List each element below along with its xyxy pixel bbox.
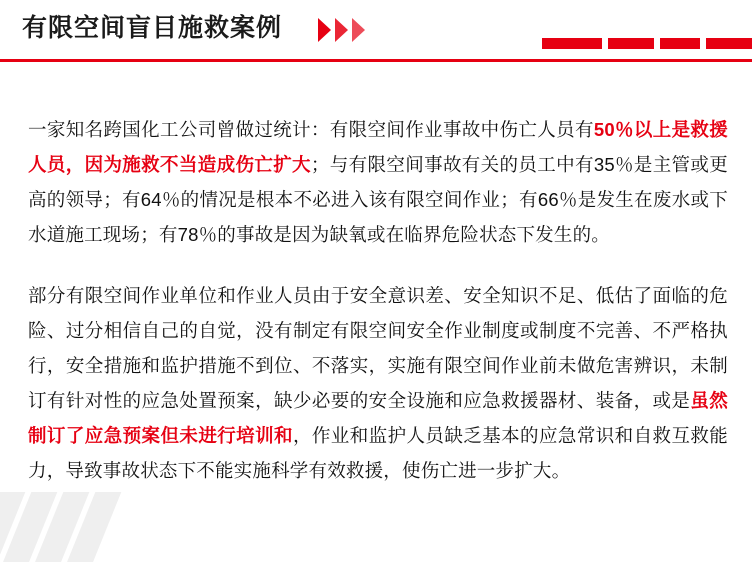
text-segment: ，作业和监护人员缺乏基本的应急常识和自救互救能力，导致事故状态下不能实施科学有效救援，使伤亡进一步扩大。	[28, 425, 728, 481]
text-segment: ；与有限空间事故有关的员工中有35％是主管或更高的领导；有64％的情况是根本不必进入该有限空间作业；有66％是发生在废水或下水道施工现场；有78％的事故是因为缺氧或在临界危险状态下发生的。	[28, 154, 728, 245]
paragraph-causes	[28, 278, 728, 488]
text-segment: 一家知名跨国化工公司曾做过统计：有限空间作业事故中伤亡人员有	[28, 119, 594, 140]
footer-chevron-decoration	[0, 492, 190, 562]
text-segment-highlight: 虽然制订了应急预案但未进行培训和	[28, 390, 728, 446]
header-divider	[0, 59, 752, 62]
slide-header	[0, 0, 752, 62]
text-segment-highlight: 50％以上是救援人员，因为施救不当造成伤亡扩大	[28, 119, 728, 175]
header-block-decoration	[542, 38, 752, 50]
paragraph-statistics	[28, 112, 728, 252]
text-segment: 部分有限空间作业单位和作业人员由于安全意识差、安全知识不足、低估了面临的危险、过分相信自己的自觉，没有制定有限空间安全作业制度或制度不完善、不严格执行，安全措施和监护措施不到位、不落实，实施有限空间作业前未做危害辨识，未制订有针对性的应急处置预案，缺少必要的安全设施和应急救援器材、装备，或是	[28, 285, 728, 411]
slide-body	[28, 112, 728, 488]
page-title: 有限空间盲目施救案例	[22, 14, 283, 42]
triple-chevron-right-icon	[318, 18, 374, 42]
